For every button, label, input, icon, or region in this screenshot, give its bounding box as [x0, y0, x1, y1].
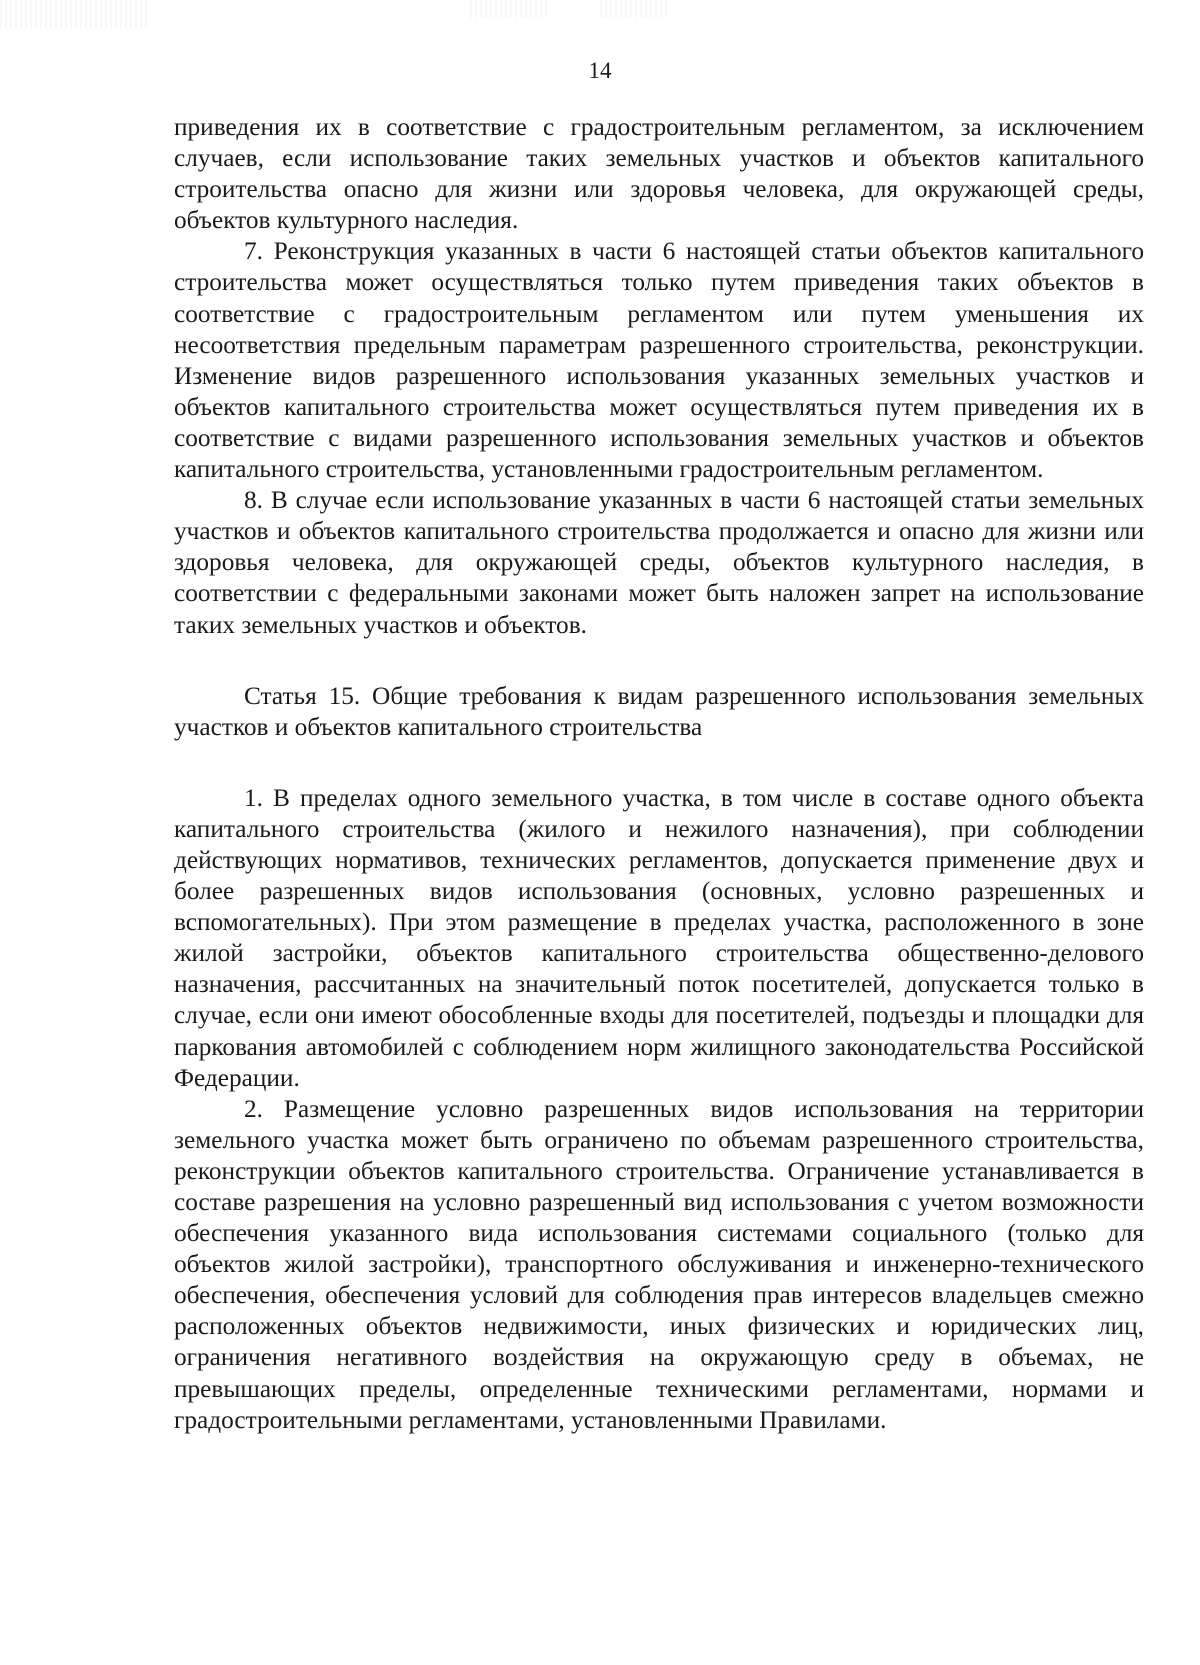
paragraph-8: 8. В случае если использование указанных в части 6 настоящей статьи земельных участков и объектов капитального строительства продолжается и опасно для жизни или здоровья человека, для окружающей среды, объектов культурного наследия, в соответствии с федеральными законами может быть наложен запрет на использование таких земельных участков и объектов. [174, 486, 1144, 639]
page-number: 14 [588, 58, 612, 83]
article-paragraph-1: 1. В пределах одного земельного участка, в том числе в составе одного объекта капитального строительства (жилого и нежилого назначения), при соблюдении действующих нормативов, технических регламентов, допускается применение двух и более разрешенных видов использования (основных, условно разрешенных и вспомогательных). При этом размещение в пределах участка, расположенного в зоне жилой застройки, объектов капитального строительства общественно-делового назначения, рассчитанных на значительный поток посетителей, допускается только в случае, если они имеют обособленные входы для посетителей, подъезды и площадки для паркования автомобилей с соблюдением норм жилищного законодательства Российской Федерации. [174, 783, 1144, 1092]
scan-artifact [0, 0, 150, 28]
document-body [174, 112, 1144, 1436]
scan-artifact [600, 0, 670, 18]
paragraph-continuation: приведения их в соответствие с градостроительным регламентом, за исключением случаев, если использование таких земельных участков и объектов капитального строительства опасно для жизни или здоровья человека, для окружающей среды, объектов культурного наследия. [174, 113, 1144, 235]
article-heading: Статья 15. Общие требования к видам разрешенного использования земельных участков и объектов капитального строительства [174, 681, 1144, 741]
scan-artifact [470, 0, 550, 18]
article-paragraph-2: 2. Размещение условно разрешенных видов использования на территории земельного участка может быть ограничено по объемам разрешенного строительства, реконструкции объектов капитального строительства. Ограничение устанавливается в составе разрешения на условно разрешенный вид использования с учетом возможности обеспечения указанного вида использования системами социального (только для объектов жилой застройки), транспортного обслуживания и инженерно-технического обеспечения, обеспечения условий для соблюдения прав интересов владельцев смежно расположенных объектов недвижимости, иных физических и юридических лиц, ограничения негативного воздействия на окружающую среду в объемах, не превышающих пределы, определенные техническими регламентами, нормами и градостроительными регламентами, установленными Правилами. [174, 1094, 1144, 1434]
paragraph-7: 7. Реконструкция указанных в части 6 настоящей статьи объектов капитального строительства может осуществляться только путем приведения таких объектов в соответствие с градостроительным регламентом или путем уменьшения их несоответствия предельным параметрам разрешенного строительства, реконструкции. Изменение видов разрешенного использования указанных земельных участков и объектов капитального строительства может осуществляться путем приведения их в соответствие с видами разрешенного использования земельных участков и объектов капитального строительства, установленными градостроительным регламентом. [174, 237, 1144, 484]
